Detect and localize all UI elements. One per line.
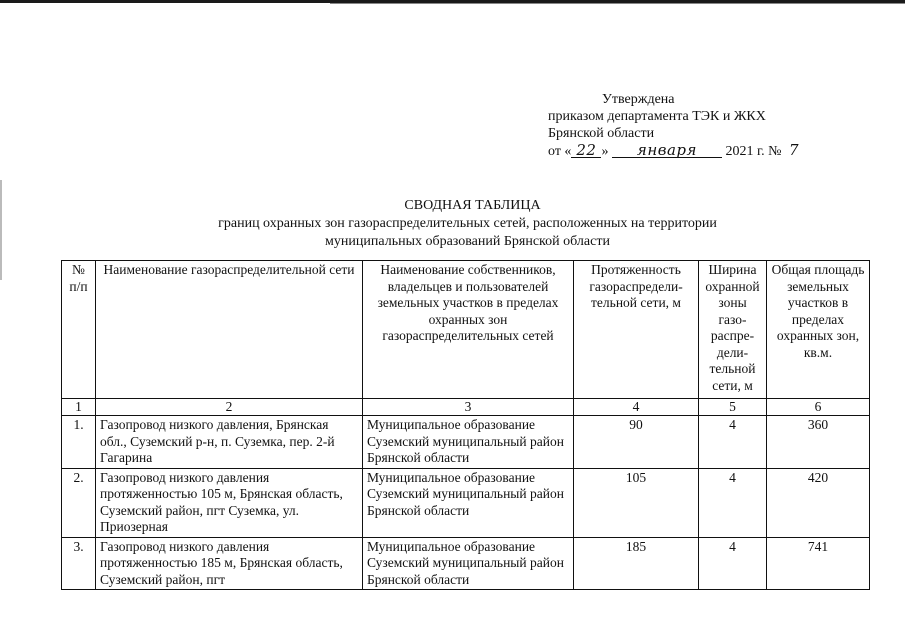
header-number: № п/п: [62, 261, 96, 399]
table-row: [62, 468, 870, 537]
header-network-name: Наименование газораспределительной сети: [96, 261, 363, 399]
row-length: 90: [574, 416, 699, 469]
table-row: [62, 537, 870, 590]
row-area: 360: [767, 416, 870, 469]
approval-block: [548, 91, 888, 160]
approval-line-3: Брянской области: [548, 126, 655, 141]
date-prefix: от «: [548, 144, 572, 159]
row-owner: Муниципальное образование Суземский муниципальный район Брянской области: [363, 416, 574, 469]
row-length: 105: [574, 468, 699, 537]
row-width: 4: [699, 537, 767, 590]
row-width: 4: [699, 416, 767, 469]
column-number: 6: [767, 399, 870, 416]
row-width: 4: [699, 468, 767, 537]
document-title: СВОДНАЯ ТАБЛИЦА: [404, 198, 541, 213]
summary-table: [61, 260, 870, 590]
table-header-row: [62, 261, 870, 399]
table-row: [62, 416, 870, 469]
row-network: Газопровод низкого давления, Брянская обл., Суземский р-н, п. Суземка, пер. 2-й Гагарина: [96, 416, 363, 469]
header-zone-width: Ширина охранной зоны газо-распре-дели-тельной сети, м: [699, 261, 767, 399]
column-number: 5: [699, 399, 767, 416]
date-mid: »: [601, 144, 609, 159]
date-year: 2021 г. №: [725, 144, 782, 159]
scan-border-shadow: [330, 3, 905, 4]
approval-line-2: приказом департамента ТЭК и ЖКХ: [548, 109, 766, 124]
column-number: 1: [62, 399, 96, 416]
row-network: Газопровод низкого давления протяженностью 185 м, Брянская область, Суземский район, пгт: [96, 537, 363, 590]
date-month-handwritten: января: [612, 143, 722, 158]
row-network: Газопровод низкого давления протяженностью 105 м, Брянская область, Суземский район, пгт Суземка, ул. Приозерная: [96, 468, 363, 537]
column-number: 4: [574, 399, 699, 416]
document-subtitle-1: границ охранных зон газораспределительных сетей, расположенных на территории: [218, 216, 717, 231]
document-subtitle-2: муниципальных образований Брянской области: [325, 234, 610, 249]
row-area: 420: [767, 468, 870, 537]
row-number: 3.: [62, 537, 96, 590]
header-total-area: Общая площадь земельных участков в пределах охранных зон, кв.м.: [767, 261, 870, 399]
row-number: 1.: [62, 416, 96, 469]
column-number: 2: [96, 399, 363, 416]
approval-date-line: [548, 142, 888, 160]
row-owner: Муниципальное образование Суземский муниципальный район Брянской области: [363, 537, 574, 590]
row-owner: Муниципальное образование Суземский муниципальный район Брянской области: [363, 468, 574, 537]
date-day-handwritten: 22: [571, 143, 601, 158]
header-length: Протяженность газораспредели-тельной сети, м: [574, 261, 699, 399]
column-number-row: [62, 399, 870, 416]
document-title-block: [0, 197, 905, 251]
row-length: 185: [574, 537, 699, 590]
row-area: 741: [767, 537, 870, 590]
row-number: 2.: [62, 468, 96, 537]
order-number-handwritten: 7: [788, 141, 800, 159]
column-number: 3: [363, 399, 574, 416]
header-owners: Наименование собственников, владельцев и пользователей земельных участков в пределах охранных зон газораспределительных сетей: [363, 261, 574, 399]
approval-line-1: Утверждена: [602, 92, 675, 107]
